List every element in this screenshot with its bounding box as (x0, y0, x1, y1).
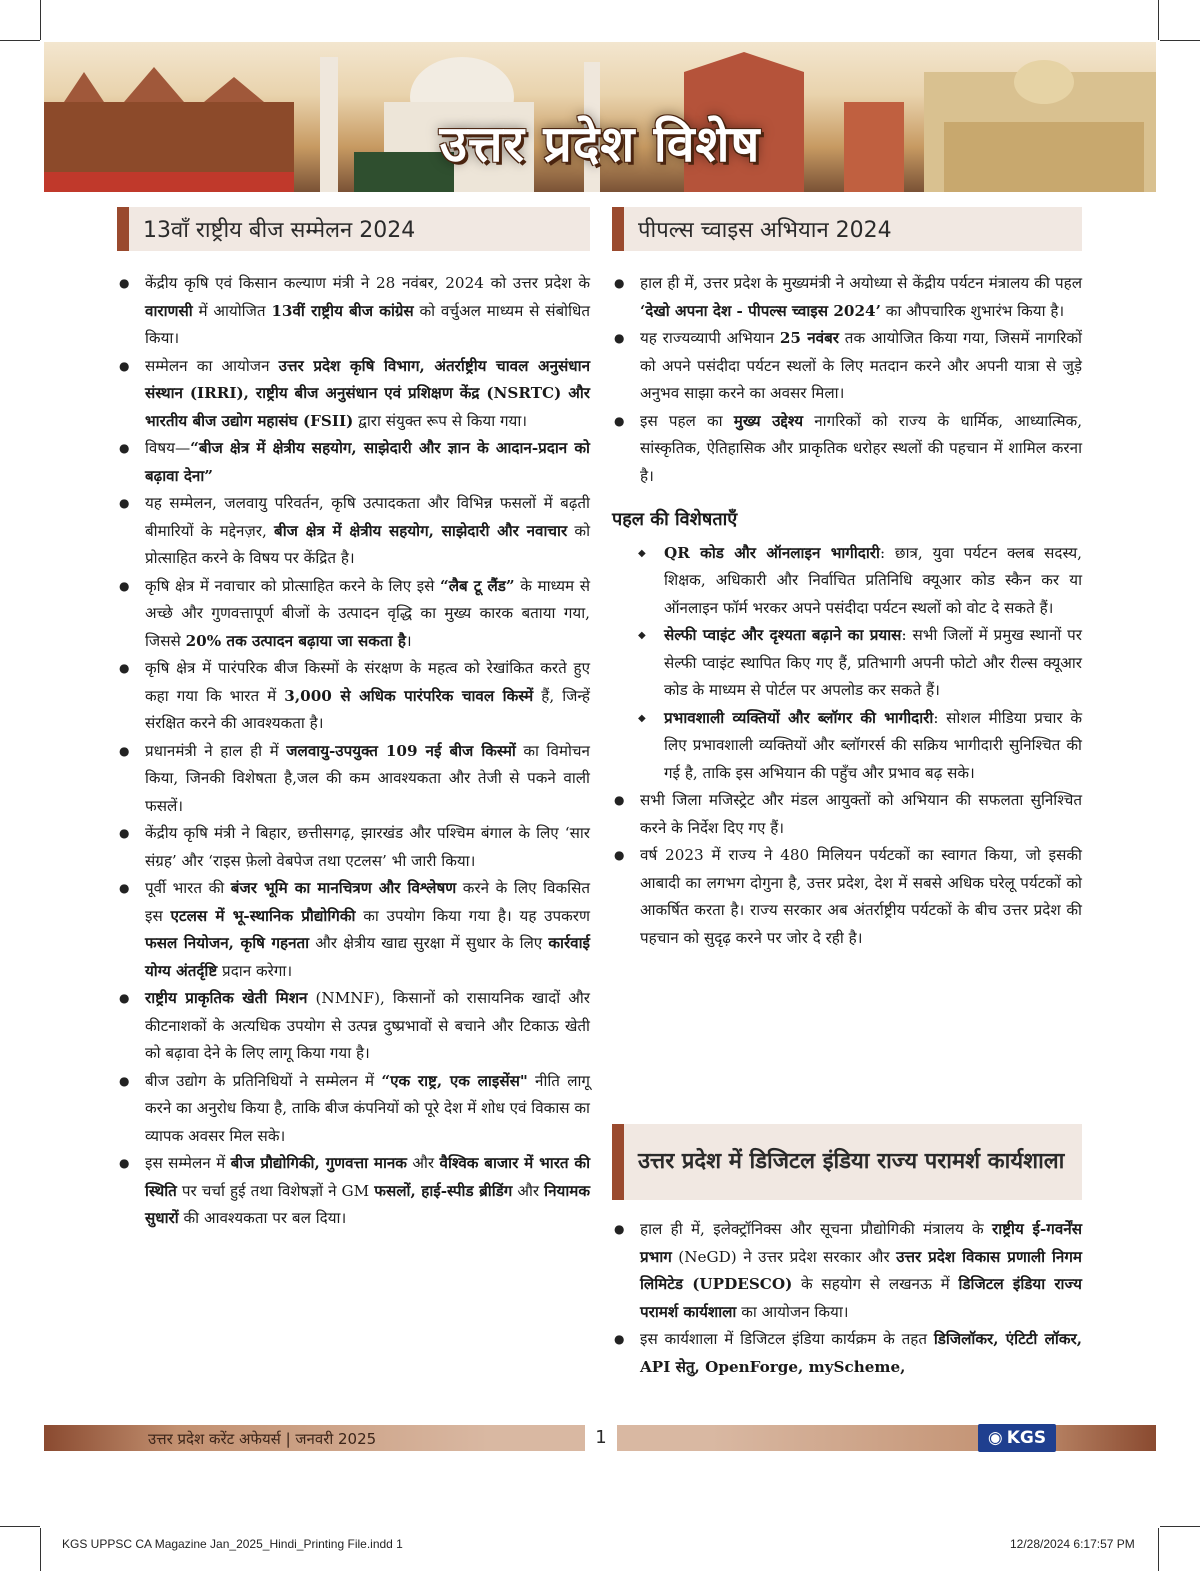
body-text: का आयोजन किया। (736, 1302, 849, 1321)
body-text: : छात्र, युवा पर्यटन क्लब सदस्य, शिक्षक, अधिकारी और निर्वाचित प्रतिनिधि क्यूआर कोड स्कैन कर या ऑनलाइन फॉर्म भरकर अपने पसंदीदा पर्यटन स्थलों को वोट दे सकते हैं। (664, 543, 1083, 617)
list-item (117, 1150, 590, 1233)
globe-icon: ◉ (987, 1428, 1003, 1448)
highlight-text: डिजिलॉकर, एंटिटी लॉकर, API सेतु, OpenForge, myScheme, (640, 1330, 1083, 1376)
body-text: केंद्रीय कृषि एवं किसान कल्याण मंत्री ने 28 नवंबर, 2024 को उत्तर प्रदेश के (145, 274, 590, 292)
print-slug-date: 12/28/2024 6:17:57 PM (1010, 1537, 1135, 1551)
body-text: यह सम्मेलन, जलवायु परिवर्तन, कृषि उत्पादकता और विभिन्न फसलों में बढ़ती बीमारियों के मद्देनज़र, (145, 494, 590, 540)
banner-title: उत्तर प्रदेश विशेष (439, 115, 761, 173)
print-slug-file: KGS UPPSC CA Magazine Jan_2025_Hindi_Printing File.indd 1 (62, 1537, 403, 1551)
highlight-text: उत्तर प्रदेश कृषि विभाग, अंतर्राष्ट्रीय चावल अनुसंधान संस्थान (IRRI), राष्ट्रीय बीज अनुसंधान एवं प्रशिक्षण केंद्र (NSRTC) और भारतीय बीज उद्योग महासंघ (FSII) (145, 356, 590, 430)
body-text: को प्रोत्साहित करने के विषय पर केंद्रित है। (145, 521, 590, 567)
peoples-choice-list (612, 270, 1082, 490)
highlight-text: राष्ट्रीय प्राकृतिक खेती मिशन (145, 989, 308, 1007)
highlight-text: एटलस में भू-स्थानिक प्रौद्योगिकी (170, 906, 356, 925)
left-column (117, 270, 590, 1233)
body-text: और (406, 1154, 440, 1172)
list-item (117, 985, 590, 1068)
highlight-text: बंजर भूमि का मानचित्रण और विश्लेषण (230, 879, 457, 897)
header-banner (44, 42, 1156, 192)
body-text: नागरिकों को राज्य के धार्मिक, आध्यात्मिक, सांस्कृतिक, ऐतिहासिक और प्राकृतिक धरोहर स्थलों की पहचान में शामिल करना है। (640, 411, 1083, 485)
body-text: इस सम्मेलन में (145, 1154, 231, 1172)
body-text: और (512, 1181, 545, 1200)
body-text: इस कार्यशाला में डिजिटल इंडिया कार्यक्रम के तहत (640, 1330, 934, 1348)
section-heading-peoples-choice (612, 207, 1082, 251)
body-text: के माध्यम से अच्छे और गुणवत्तापूर्ण बीजों के उत्पादन वृद्धि का मुख्य कारक बताया गया, जिससे (145, 576, 591, 650)
body-text: विषय— (145, 439, 191, 457)
section-heading-seed-conference (117, 207, 590, 251)
crop-mark (0, 1526, 40, 1527)
section-heading-text: पीपल्स च्वाइस अभियान 2024 (638, 218, 892, 243)
seed-conference-list (117, 270, 590, 1233)
body-text: । (405, 631, 412, 650)
body-text: पूर्वी भारत की (145, 879, 231, 897)
body-text: : सभी जिलों में प्रमुख स्थानों पर सेल्फी प्वाइंट स्थापित किए गए हैं, प्रतिभागी अपनी फोटो और रील्स क्यूआर कोड के माध्यम से पोर्टल पर अपलोड कर सकते हैं। (664, 626, 1082, 699)
highlight-text: बीज प्रौद्योगिकी, गुणवत्ता मानक (230, 1154, 407, 1172)
body-text: केंद्रीय कृषि मंत्री ने बिहार, छत्तीसगढ़, झारखंड और पश्चिम बंगाल के लिए ‘सार संग्रह’ और ‘राइस फ़ेलो वेबपेज तथा एटलस’ भी जारी किया। (145, 824, 590, 870)
highlight-text: QR कोड और ऑनलाइन भागीदारी (664, 543, 880, 562)
peoples-choice-list-2 (612, 787, 1082, 952)
highlight-text: सेल्फी प्वाइंट और दृश्यता बढ़ाने का प्रयास (664, 626, 902, 644)
highlight-text: फसलों, हाई-स्पीड ब्रीडिंग (374, 1181, 513, 1200)
body-text: कृषि क्षेत्र में पारंपरिक बीज किस्मों के संरक्षण के महत्व को रेखांकित करते हुए कहा गया कि भारत में (145, 659, 590, 705)
highlight-text: ‘देखो अपना देश - पीपल्स च्वाइस 2024’ (640, 301, 881, 320)
highlight-text: 25 नवंबर (779, 329, 839, 347)
highlight-text: जलवायु-उपयुक्त 109 नई बीज किस्मों (286, 741, 516, 760)
footer-title: उत्तर प्रदेश करेंट अफेयर्स | जनवरी 2025 (148, 1430, 377, 1448)
list-item (117, 353, 590, 436)
body-text: को वर्चुअल माध्यम से संबोधित किया। (145, 301, 591, 347)
highlight-text: “एक राष्ट्र, एक लाइसेंस" (381, 1071, 528, 1090)
list-item (117, 573, 590, 656)
body-text: बीज उद्योग के प्रतिनिधियों ने सम्मेलन में (145, 1071, 382, 1090)
highlight-text: प्रभावशाली व्यक्तियों और ब्लॉगर की भागीदारी (664, 708, 934, 727)
body-text: प्रदान करेगा। (217, 961, 293, 980)
list-item (612, 1326, 1082, 1381)
list-item (612, 540, 1082, 623)
highlight-text: “बीज क्षेत्र में क्षेत्रीय सहयोग, साझेदारी और ज्ञान के आदान-प्रदान को बढ़ावा देना” (145, 439, 590, 485)
body-text: (NeGD) ने उत्तर प्रदेश सरकार और (671, 1247, 897, 1266)
right-column-lower (612, 1216, 1082, 1381)
crop-mark (40, 1528, 41, 1571)
crop-mark (1158, 0, 1159, 40)
highlight-text: वाराणसी (145, 301, 193, 320)
list-item (117, 738, 590, 821)
list-item (612, 787, 1082, 842)
section-heading-text: उत्तर प्रदेश में डिजिटल इंडिया राज्य परामर्श कार्यशाला (638, 1149, 1065, 1174)
crop-mark (40, 0, 41, 40)
list-item (612, 622, 1082, 705)
list-item (117, 435, 590, 490)
highlight-text: उत्तर प्रदेश विकास प्रणाली निगम लिमिटेड (UPDESCO) (640, 1247, 1082, 1293)
list-item (612, 408, 1082, 491)
body-text: कृषि क्षेत्र में नवाचार को प्रोत्साहित करने के लिए इसे (145, 576, 441, 595)
body-text: नीति लागू करने का अनुरोध किया है, ताकि बीज कंपनियों को पूरे देश में शोध एवं विकास का व्यापक अवसर मिल सके। (145, 1071, 590, 1145)
body-text: प्रधानमंत्री ने हाल ही में (145, 741, 287, 760)
list-item (612, 270, 1082, 325)
crop-mark (1160, 1526, 1200, 1527)
highlight-text: 20% तक उत्पादन बढ़ाया जा सकता है (185, 631, 406, 650)
crop-mark (1158, 1528, 1159, 1571)
list-item (612, 705, 1082, 788)
body-text: हाल ही में, उत्तर प्रदेश के मुख्यमंत्री ने अयोध्या से केंद्रीय पर्यटन मंत्रालय की पहल (640, 274, 1082, 292)
list-item (117, 1068, 590, 1151)
body-text: और क्षेत्रीय खाद्य सुरक्षा में सुधार के लिए (309, 934, 549, 952)
highlight-text: बीज क्षेत्र में क्षेत्रीय सहयोग, साझेदारी और नवाचार (274, 521, 568, 540)
list-item (117, 820, 590, 875)
crop-mark (0, 40, 40, 41)
highlight-text: नियामक सुधारों (145, 1181, 591, 1227)
right-column (612, 270, 1082, 952)
list-item (612, 842, 1082, 952)
body-text: हैं, जिन्हें संरक्षित करने की आवश्यकता है। (145, 686, 590, 732)
highlight-text: “लैब टू लैंड” (440, 576, 515, 595)
list-item (117, 875, 590, 985)
body-text: का उपयोग किया गया है। यह उपकरण (355, 906, 590, 925)
logo-text: KGS (1006, 1428, 1047, 1448)
body-text: : सोशल मीडिया प्रचार के लिए प्रभावशाली व्यक्तियों और ब्लॉगरर्स की सक्रिय भागीदारी सुनिश्चित की गई है, ताकि इस अभियान की पहुँच और प्रभाव बढ़ सके। (664, 708, 1082, 782)
body-text: सभी जिला मजिस्ट्रेट और मंडल आयुक्तों को अभियान की सफलता सुनिश्चित करने के निर्देश दिए गए हैं। (640, 791, 1082, 837)
list-item (612, 325, 1082, 408)
body-text: तक आयोजित किया गया, जिसमें नागरिकों को अपने पसंदीदा पर्यटन स्थलों के लिए मतदान करने और अपनी यात्रा से जुड़े अनुभव साझा करने का अवसर मिला। (640, 329, 1082, 402)
list-item (117, 490, 590, 573)
crop-mark (1160, 40, 1200, 41)
body-text: वर्ष 2023 में राज्य ने 480 मिलियन पर्यटकों का स्वागत किया, जो इसकी आबादी का लगभग दोगुना है, उत्तर प्रदेश, देश में सबसे अधिक घरेलू पर्यटकों को आकर्षित करता है। राज्य सरकार अब अंतर्राष्ट्रीय पर्यटकों के बीच उत्तर प्रदेश की पहचान को सुदृढ़ करने पर जोर दे रही है। (640, 846, 1082, 947)
body-text: इस पहल का (640, 411, 734, 430)
body-text: करने के लिए विकसित इस (145, 879, 590, 925)
body-text: का औपचारिक शुभारंभ किया है। (880, 301, 1065, 320)
highlight-text: 3,000 से अधिक पारंपरिक चावल किस्में (284, 686, 534, 705)
digital-india-list (612, 1216, 1082, 1381)
body-text: के सहयोग से लखनऊ में (792, 1275, 959, 1293)
list-item (117, 655, 590, 738)
body-text: सम्मेलन का आयोजन (145, 356, 279, 375)
list-item (612, 1216, 1082, 1326)
body-text: में आयोजित (192, 301, 272, 320)
highlight-text: फसल नियोजन, कृषि गहनता (145, 934, 310, 952)
features-list (612, 540, 1082, 788)
body-text: का विमोचन किया, जिनकी विशेषता है,जल की कम आवश्यकता और तेजी से पकने वाली फसलें। (145, 741, 590, 815)
highlight-text: कार्रवाई योग्य अंतर्दृष्टि (145, 934, 590, 980)
features-subheading: पहल की विशेषताएँ (612, 509, 738, 530)
highlight-text: मुख्य उद्देश्य (733, 411, 804, 430)
body-text: द्वारा संयुक्त रूप से किया गया। (353, 411, 528, 430)
highlight-text: राष्ट्रीय ई-गवर्नेंस प्रभाग (640, 1220, 1083, 1266)
highlight-text: डिजिटल इंडिया राज्य परामर्श कार्यशाला (640, 1275, 1082, 1321)
section-heading-text: 13वाँ राष्ट्रीय बीज सम्मेलन 2024 (143, 218, 416, 243)
highlight-text: वैश्विक बाजार में भारत की स्थिति (145, 1154, 591, 1200)
page-number: 1 (585, 1425, 617, 1451)
section-heading-digital-india (612, 1124, 1082, 1200)
kgs-logo (978, 1424, 1056, 1452)
body-text: हाल ही में, इलेक्ट्रॉनिक्स और सूचना प्रौद्योगिकी मंत्रालय के (640, 1220, 992, 1238)
list-item (117, 270, 590, 353)
body-text: पर चर्चा हुई तथा विशेषज्ञों ने GM (176, 1181, 375, 1200)
body-text: की आवश्यकता पर बल दिया। (178, 1209, 347, 1227)
body-text: (NMNF), किसानों को रासायनिक खादों और कीटनाशकों के अत्यधिक उपयोग से उत्पन्न दुष्प्रभावों से बचाने और टिकाऊ खेती को बढ़ावा देने के लिए लागू किया गया है। (145, 989, 590, 1062)
body-text: यह राज्यव्यापी अभियान (640, 329, 780, 347)
highlight-text: 13वीं राष्ट्रीय बीज कांग्रेस (271, 301, 414, 320)
